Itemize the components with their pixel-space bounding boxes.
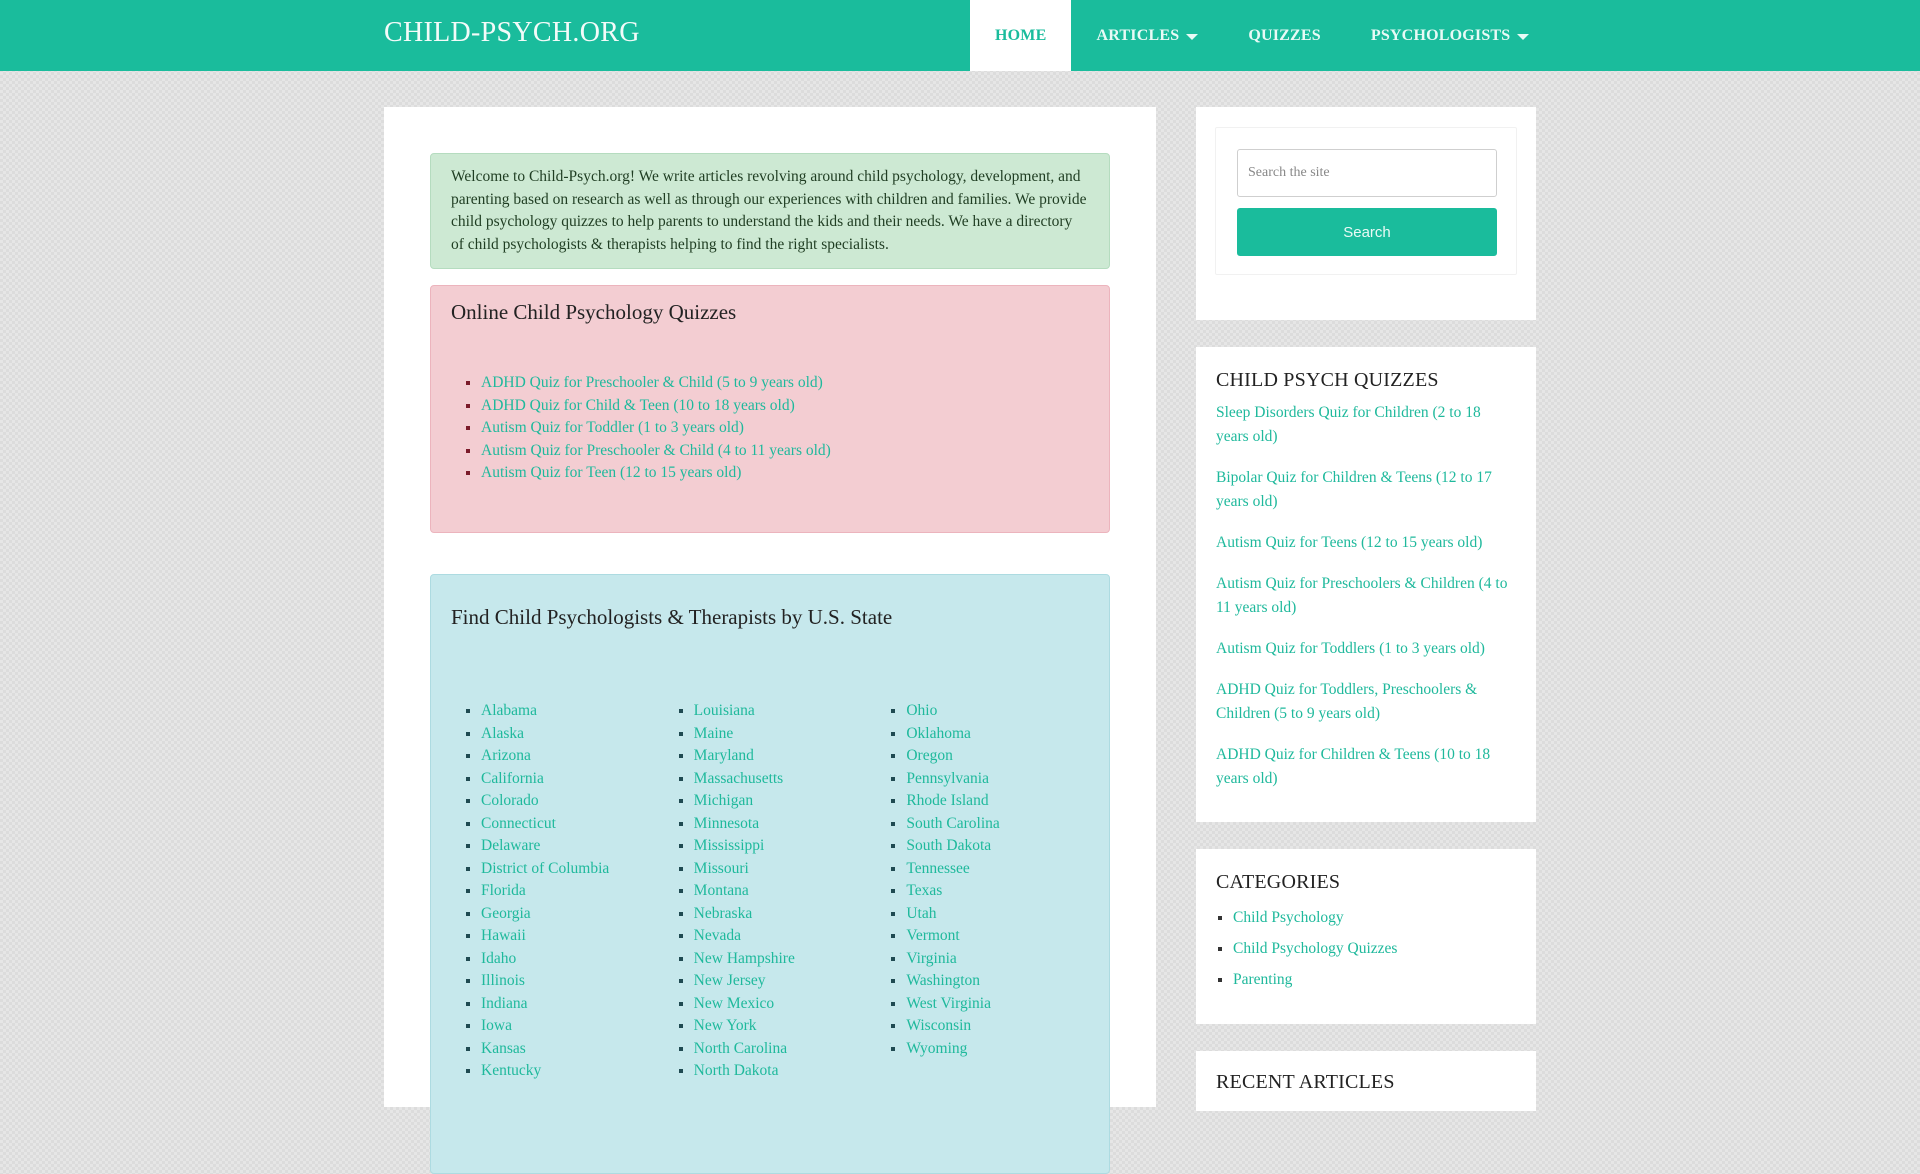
list-item (481, 1060, 664, 1083)
state-link[interactable]: Nebraska (693, 904, 753, 922)
nav-psychologists[interactable] (1346, 0, 1555, 71)
states-column-3 (876, 700, 1089, 1083)
state-link[interactable]: Georgia (481, 904, 531, 922)
state-link[interactable]: Washington (906, 972, 981, 989)
state-link[interactable]: District of Columbia (481, 859, 610, 877)
list-item (481, 790, 664, 813)
list-item (906, 723, 1089, 746)
state-link[interactable]: Vermont (906, 927, 960, 944)
state-link[interactable]: Nevada (693, 927, 742, 944)
list-item (1233, 933, 1516, 964)
list-item (481, 948, 664, 971)
list-item (906, 903, 1089, 926)
list-item (694, 768, 877, 791)
state-link[interactable]: Maryland (693, 747, 754, 764)
list-item (694, 1060, 877, 1083)
quizzes-panel-title: Online Child Psychology Quizzes (451, 300, 737, 324)
list-item (481, 880, 664, 903)
caret-down-icon (1517, 34, 1529, 40)
state-link[interactable]: Delaware (481, 837, 541, 854)
list-item (481, 835, 664, 858)
list-item (694, 1038, 877, 1061)
list-item (481, 1015, 664, 1038)
categories-widget (1196, 849, 1536, 1024)
list-item (694, 700, 877, 723)
list-item (481, 925, 664, 948)
list-item (481, 993, 664, 1016)
state-link[interactable]: Colorado (481, 792, 539, 809)
sidebar-quiz-link[interactable]: Sleep Disorders Quiz for Children (2 to 18 years old) (1216, 404, 1481, 445)
list-item (694, 723, 877, 746)
state-link[interactable]: North Carolina (693, 1039, 788, 1057)
nav-articles[interactable] (1071, 0, 1223, 71)
child-psych-quizzes-widget (1196, 347, 1536, 822)
list-item (481, 813, 664, 836)
nav-quizzes[interactable] (1223, 0, 1346, 71)
list-item (906, 970, 1089, 993)
nav-quizzes-label: QUIZZES (1248, 26, 1321, 44)
search-input[interactable] (1237, 149, 1497, 197)
state-link[interactable]: Massachusetts (693, 769, 784, 787)
state-link[interactable]: Louisiana (693, 702, 755, 719)
state-link[interactable]: New Hampshire (693, 949, 795, 967)
state-link[interactable]: Wyoming (906, 1039, 968, 1057)
quiz-link[interactable]: ADHD Quiz for Child & Teen (10 to 18 years old) (481, 396, 795, 414)
list-item (906, 745, 1089, 768)
list-item (694, 970, 877, 993)
state-link[interactable]: Oklahoma (906, 724, 971, 742)
state-link[interactable]: North Dakota (693, 1062, 779, 1079)
state-link[interactable]: Minnesota (693, 814, 760, 832)
quiz-link[interactable]: Autism Quiz for Teen (12 to 15 years old) (481, 464, 742, 481)
list-item (1233, 902, 1516, 933)
nav-home[interactable] (970, 0, 1071, 71)
recent-articles-widget (1196, 1051, 1536, 1111)
state-link[interactable]: Utah (906, 904, 937, 922)
caret-down-icon (1186, 34, 1198, 40)
list-item (481, 440, 1089, 463)
list-item (694, 925, 877, 948)
category-list (1216, 902, 1516, 995)
widget-title: RECENT ARTICLES (1216, 1071, 1395, 1093)
list-item (481, 1038, 664, 1061)
state-link[interactable]: Kansas (481, 1039, 526, 1057)
state-link[interactable]: Alaska (481, 724, 525, 742)
list-item (481, 723, 664, 746)
state-link[interactable]: West Virginia (906, 994, 991, 1012)
widget-title: CHILD PSYCH QUIZZES (1216, 369, 1439, 391)
state-link[interactable]: Tennessee (906, 859, 970, 877)
category-link[interactable]: Parenting (1233, 971, 1293, 988)
list-item (694, 880, 877, 903)
category-link[interactable]: Child Psychology (1233, 909, 1344, 926)
state-link[interactable]: Connecticut (481, 814, 556, 832)
state-link[interactable]: Rhode Island (906, 792, 989, 809)
state-link[interactable]: Missouri (693, 859, 749, 877)
quiz-link[interactable]: ADHD Quiz for Preschooler & Child (5 to 9 years old) (481, 374, 823, 391)
state-link[interactable]: Idaho (481, 949, 517, 967)
states-column-2 (664, 700, 877, 1083)
state-link[interactable]: Ohio (906, 702, 938, 719)
states-panel (430, 574, 1110, 1174)
list-item (906, 880, 1089, 903)
list-item (694, 1015, 877, 1038)
state-link[interactable]: Mississippi (693, 837, 765, 854)
nav-psychologists-label: PSYCHOLOGISTS (1370, 26, 1511, 44)
list-item (694, 813, 877, 836)
sidebar-quiz-link[interactable]: Autism Quiz for Teens (12 to 15 years old) (1216, 534, 1483, 551)
list-item (906, 993, 1089, 1016)
main-content (384, 107, 1156, 1107)
state-link[interactable]: Hawaii (481, 927, 526, 944)
list-item (906, 858, 1089, 881)
list-item (481, 417, 1089, 440)
list-item (906, 925, 1089, 948)
state-link[interactable]: Montana (693, 882, 749, 899)
quiz-link[interactable]: Autism Quiz for Preschooler & Child (4 to 11 years old) (481, 441, 831, 459)
state-link[interactable]: Wisconsin (906, 1017, 972, 1034)
welcome-panel (430, 153, 1110, 269)
state-link[interactable]: Texas (906, 882, 943, 899)
nav-home-label: HOME (995, 26, 1047, 44)
state-link[interactable]: Maine (693, 724, 734, 742)
site-header (0, 0, 1920, 71)
list-item (481, 768, 664, 791)
list-item (694, 790, 877, 813)
site-logo[interactable]: CHILD-PSYCH.ORG (384, 17, 640, 48)
list-item (481, 395, 1089, 418)
search-form (1215, 127, 1517, 275)
list-item (906, 1038, 1089, 1061)
welcome-text: Welcome to Child-Psych.org! We write articles revolving around child psychology, development, and parenting based on research as well as through our experiences with children and families. We provide child psychology quizzes to help parents to understand the kids and their needs. We have a directory of child psychologists & therapists helping to find the right specialists. (451, 168, 1087, 253)
list-item (481, 903, 664, 926)
states-panel-title: Find Child Psychologists & Therapists by U.S. State (451, 605, 893, 629)
list-item (694, 948, 877, 971)
list-item (694, 745, 877, 768)
sidebar-quiz-link[interactable]: Autism Quiz for Preschoolers & Children (4 to 11 years old) (1216, 575, 1508, 616)
list-item (1233, 964, 1516, 995)
list-item (481, 970, 664, 993)
sidebar-quiz-link[interactable]: Autism Quiz for Toddlers (1 to 3 years old) (1216, 640, 1485, 657)
state-link[interactable]: California (481, 769, 544, 787)
sidebar-quiz-link[interactable]: ADHD Quiz for Toddlers, Preschoolers & Children (5 to 9 years old) (1216, 681, 1478, 722)
quiz-link[interactable]: Autism Quiz for Toddler (1 to 3 years old) (481, 419, 744, 436)
search-widget (1196, 107, 1536, 320)
list-item (481, 745, 664, 768)
state-link[interactable]: New Jersey (693, 972, 766, 989)
list-item (481, 700, 664, 723)
list-item (906, 768, 1089, 791)
list-item (906, 948, 1089, 971)
state-link[interactable]: New Mexico (693, 994, 775, 1012)
list-item (481, 858, 664, 881)
list-item (694, 858, 877, 881)
states-columns (451, 700, 1089, 1083)
state-link[interactable]: Oregon (906, 747, 953, 764)
state-link[interactable]: Arizona (481, 747, 531, 764)
state-link[interactable]: Iowa (481, 1017, 512, 1034)
state-link[interactable]: Illinois (481, 972, 525, 989)
state-link[interactable]: Virginia (906, 949, 957, 967)
list-item (694, 993, 877, 1016)
state-link[interactable]: Kentucky (481, 1062, 542, 1079)
widget-quiz-links (1216, 401, 1516, 791)
state-link[interactable]: Indiana (481, 994, 528, 1012)
category-link[interactable]: Child Psychology Quizzes (1233, 940, 1398, 957)
sidebar-quiz-link[interactable]: Bipolar Quiz for Children & Teens (12 to 17 years old) (1216, 469, 1492, 510)
list-item (906, 835, 1089, 858)
state-link[interactable]: Pennsylvania (906, 769, 989, 787)
state-link[interactable]: Alabama (481, 702, 537, 719)
state-link[interactable]: South Carolina (906, 814, 1000, 832)
list-item (906, 1015, 1089, 1038)
quizzes-panel (430, 285, 1110, 533)
sidebar-quiz-link[interactable]: ADHD Quiz for Children & Teens (10 to 18 years old) (1216, 746, 1491, 787)
widget-title: CATEGORIES (1216, 871, 1341, 893)
nav-articles-label: ARTICLES (1096, 26, 1180, 44)
list-item (906, 790, 1089, 813)
state-link[interactable]: Florida (481, 882, 526, 899)
list-item (694, 903, 877, 926)
list-item (906, 700, 1089, 723)
list-item (906, 813, 1089, 836)
list-item (694, 835, 877, 858)
states-column-1 (451, 700, 664, 1083)
state-link[interactable]: South Dakota (906, 837, 992, 854)
list-item (481, 462, 1089, 485)
state-link[interactable]: New York (693, 1017, 757, 1034)
quiz-list (451, 372, 1089, 485)
list-item (481, 372, 1089, 395)
search-button[interactable]: Search (1237, 208, 1497, 256)
state-link[interactable]: Michigan (693, 792, 754, 809)
main-nav (970, 0, 1554, 71)
